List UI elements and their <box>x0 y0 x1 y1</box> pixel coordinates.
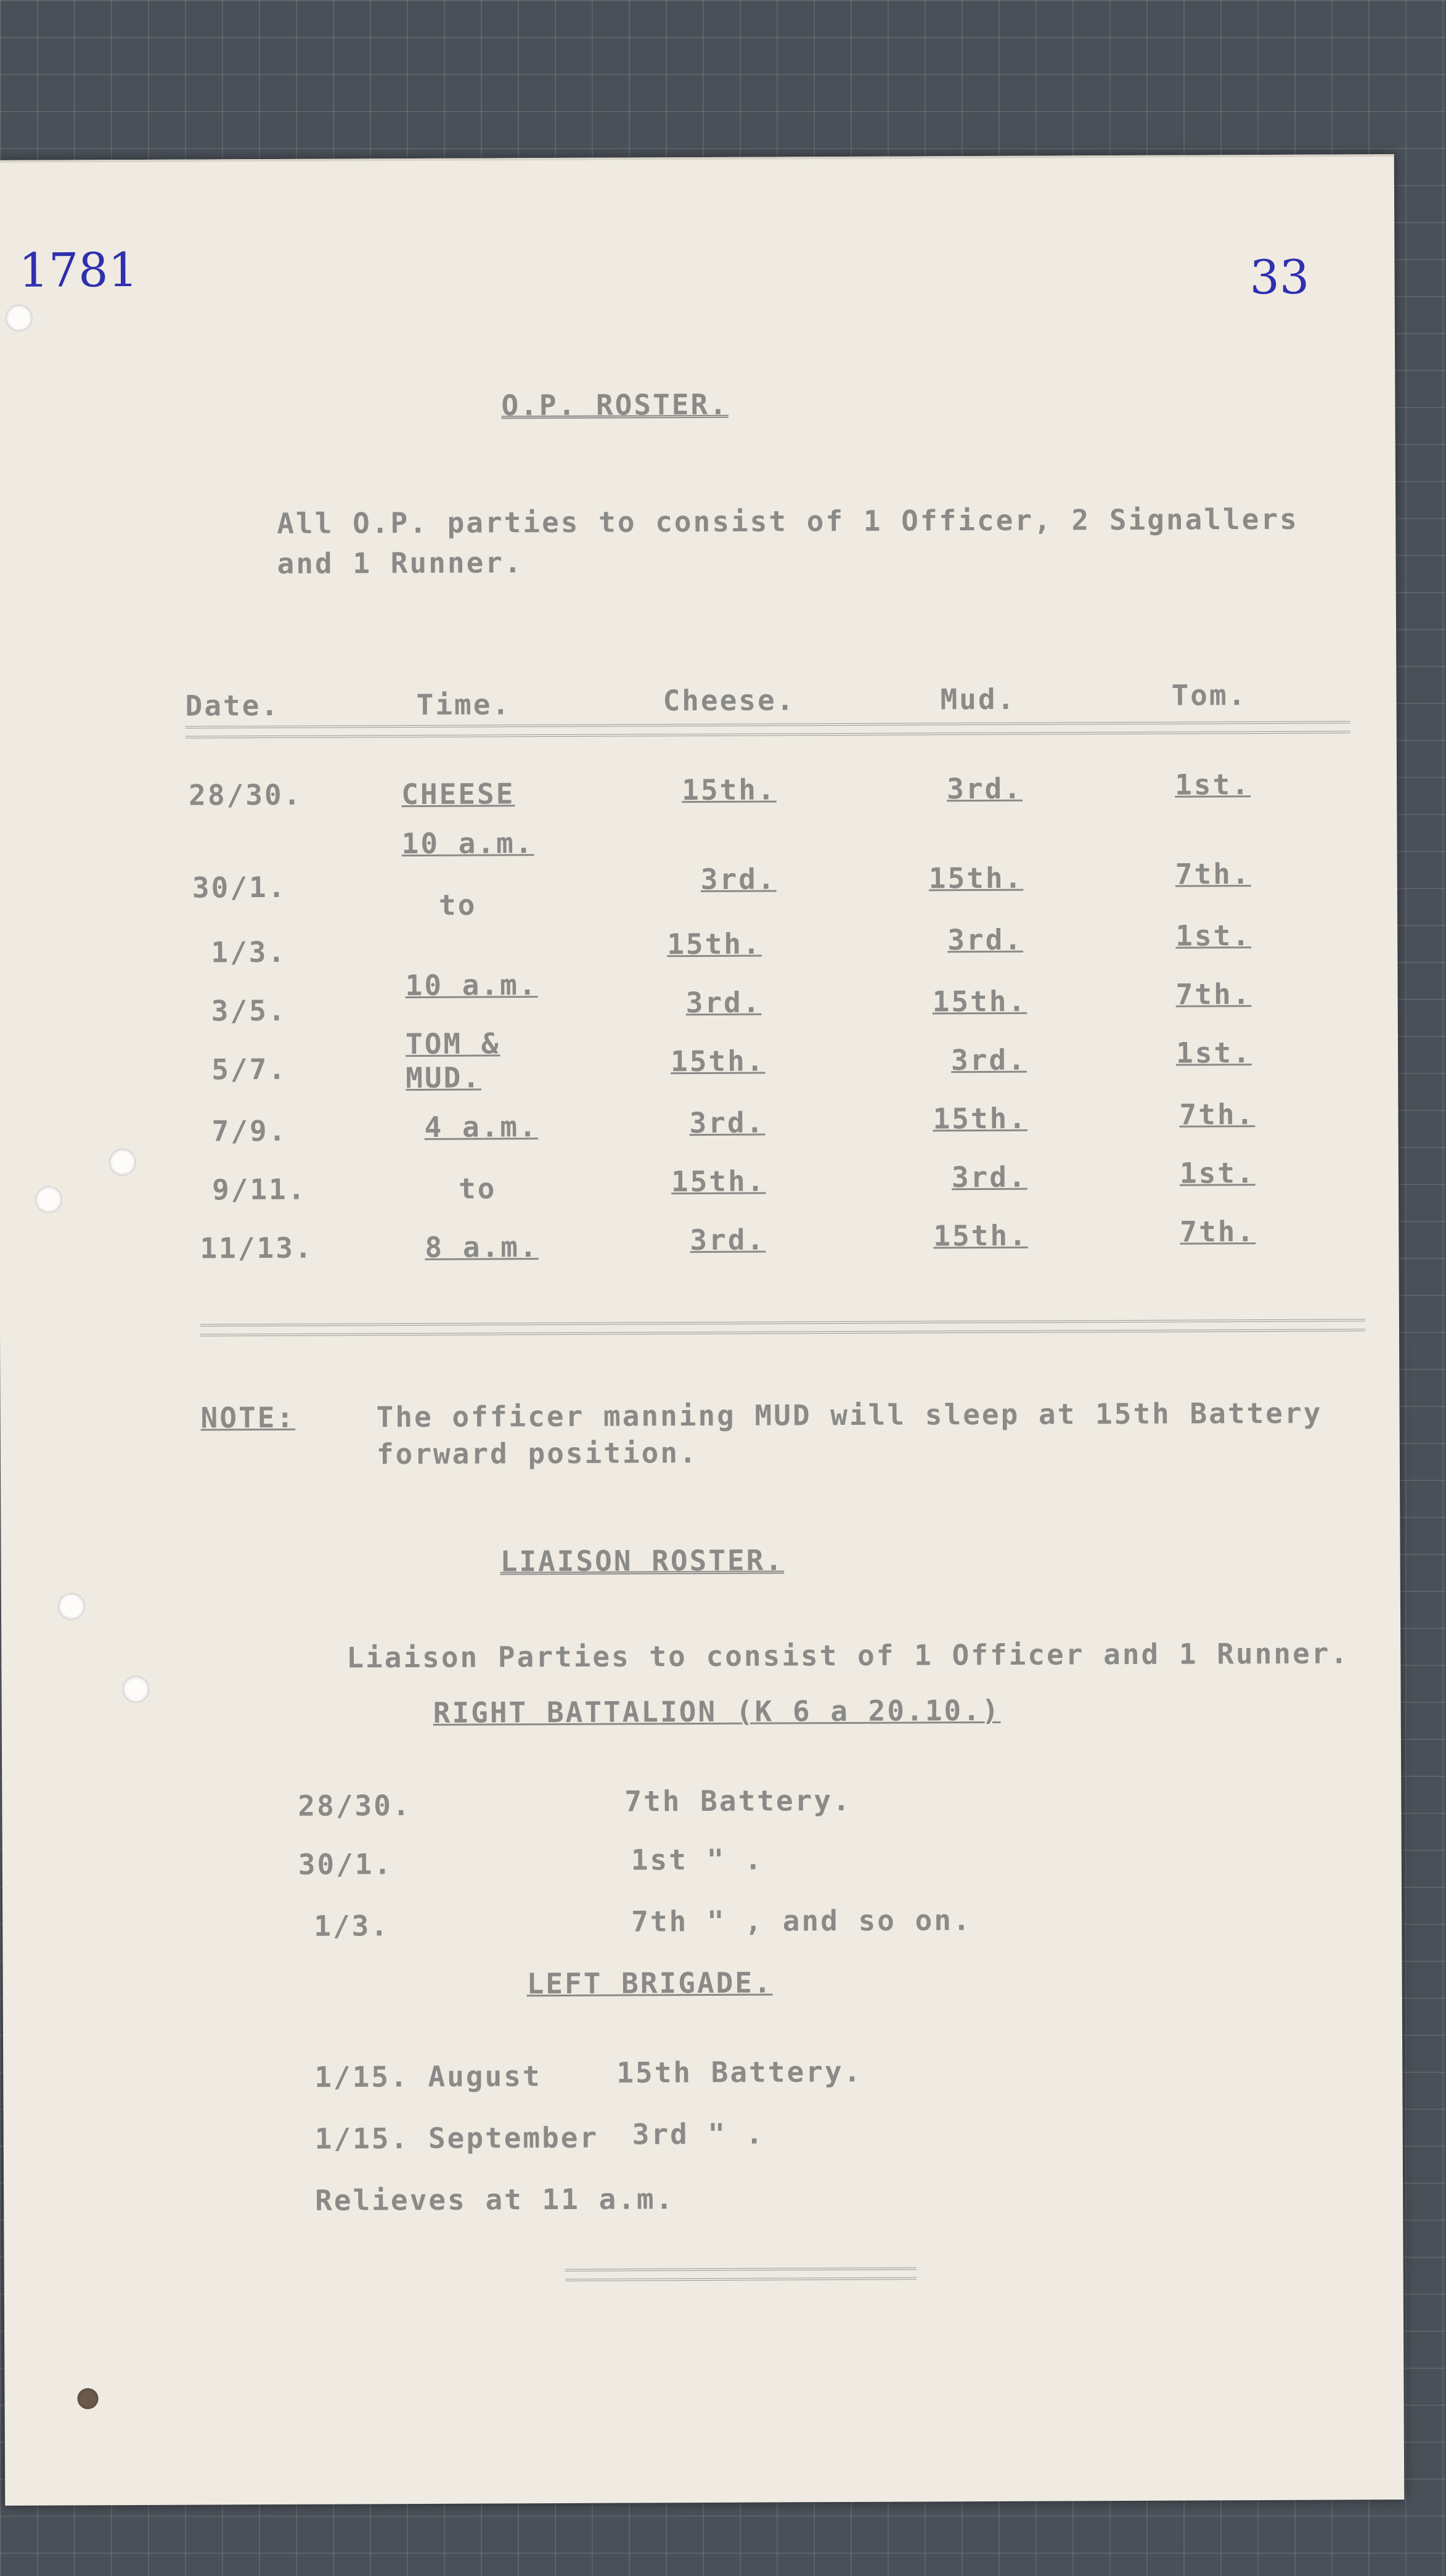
roster-mud: 15th. <box>928 861 1024 895</box>
rb-battery: 1st " . <box>631 1842 764 1877</box>
roster-time: to <box>458 1171 497 1205</box>
header-tom: Tom. <box>1171 678 1248 712</box>
lb-date: 1/15. September <box>314 2120 599 2156</box>
roster-cheese: 15th. <box>667 927 762 961</box>
roster-cheese: 15th. <box>670 1044 766 1078</box>
lb-date: 1/15. August <box>314 2059 542 2094</box>
liaison-roster-title: LIAISON ROSTER. <box>500 1543 785 1578</box>
punch-hole <box>6 305 33 332</box>
header-rule <box>186 721 1350 738</box>
roster-date: 3/5. <box>211 993 287 1028</box>
roster-tom: 1st. <box>1175 768 1251 802</box>
roster-tom: 1st. <box>1175 1036 1252 1070</box>
roster-date: 28/30. <box>189 777 303 812</box>
rb-battery: 7th " , and so on. <box>631 1903 972 1938</box>
rb-battery: 7th Battery. <box>624 1783 852 1818</box>
roster-cheese: 3rd. <box>685 985 762 1020</box>
roster-mud: 3rd. <box>951 1160 1027 1194</box>
roster-tom: 7th. <box>1179 1097 1256 1131</box>
punch-hole <box>58 1593 85 1620</box>
roster-tom: 7th. <box>1175 857 1251 891</box>
relieves-note: Relieves at 11 a.m. <box>315 2182 675 2217</box>
roster-time: 8 a.m. <box>425 1230 539 1264</box>
roster-cheese: 15th. <box>682 773 777 807</box>
roster-time: CHEESE <box>401 777 515 811</box>
punch-hole <box>77 2388 98 2409</box>
right-battalion-heading: RIGHT BATTALION (K 6 a 20.10.) <box>433 1693 1001 1729</box>
roster-mud: 15th. <box>933 1218 1028 1253</box>
roster-date: 9/11. <box>211 1172 307 1207</box>
left-brigade-heading: LEFT BRIGADE. <box>526 1966 773 2001</box>
rb-date: 30/1. <box>298 1847 393 1881</box>
roster-date: 30/1. <box>192 870 287 904</box>
header-mud: Mud. <box>940 682 1016 716</box>
punch-hole <box>122 1676 149 1703</box>
roster-time: 10 a.m. <box>405 968 538 1003</box>
roster-cheese: 3rd. <box>689 1105 766 1140</box>
roster-time: 10 a.m. <box>401 826 534 861</box>
roster-date: 7/9. <box>211 1114 288 1148</box>
roster-tom: 1st. <box>1175 919 1252 953</box>
roster-cheese: 15th. <box>671 1164 766 1199</box>
roster-time: 4 a.m. <box>424 1110 538 1144</box>
header-date: Date. <box>185 688 280 723</box>
roster-date: 11/13. <box>200 1231 314 1265</box>
roster-mud: 3rd. <box>947 922 1024 957</box>
op-roster-title: O.P. ROSTER. <box>501 387 729 422</box>
end-rule <box>565 2267 917 2281</box>
roster-date: 1/3. <box>211 935 287 969</box>
lb-battery: 15th Battery. <box>616 2054 863 2090</box>
header-time: Time. <box>416 687 512 721</box>
lb-battery: 3rd " . <box>632 2117 765 2151</box>
stamp-folio-left: 1781 <box>18 242 139 298</box>
punch-hole <box>35 1186 62 1213</box>
roster-mud: 3rd. <box>950 1043 1027 1077</box>
liaison-intro: Liaison Parties to consist of 1 Officer and 1 Runner. <box>346 1636 1350 1675</box>
roster-date: 5/7. <box>211 1052 288 1086</box>
roster-tom: 7th. <box>1175 977 1252 1011</box>
roster-mud: 15th. <box>932 984 1027 1019</box>
roster-tom: 7th. <box>1180 1215 1256 1249</box>
note-label: NOTE: <box>200 1400 296 1435</box>
rb-date: 28/30. <box>298 1789 412 1823</box>
note-line-2: forward position. <box>376 1436 698 1471</box>
roster-cheese: 3rd. <box>690 1223 766 1257</box>
roster-time: to <box>438 888 477 922</box>
note-line-1: The officer manning MUD will sleep at 15th Battery <box>376 1396 1323 1434</box>
header-cheese: Cheese. <box>663 683 796 718</box>
op-intro-line-2: and 1 Runner. <box>277 546 523 580</box>
document-page <box>0 154 1404 2506</box>
op-intro-line-1: All O.P. parties to consist of 1 Officer, 2 Signallers <box>277 502 1299 540</box>
roster-tom: 1st. <box>1179 1156 1256 1190</box>
stamp-folio-right: 33 <box>1249 249 1310 305</box>
roster-time-cont: MUD. <box>406 1060 482 1095</box>
roster-mud: 3rd. <box>947 771 1023 806</box>
roster-time: TOM & <box>405 1027 500 1061</box>
roster-cheese: 3rd. <box>700 862 777 896</box>
roster-mud: 15th. <box>933 1101 1028 1136</box>
rb-date: 1/3. <box>314 1909 390 1943</box>
table-end-rule <box>200 1319 1365 1336</box>
punch-hole <box>109 1149 136 1176</box>
